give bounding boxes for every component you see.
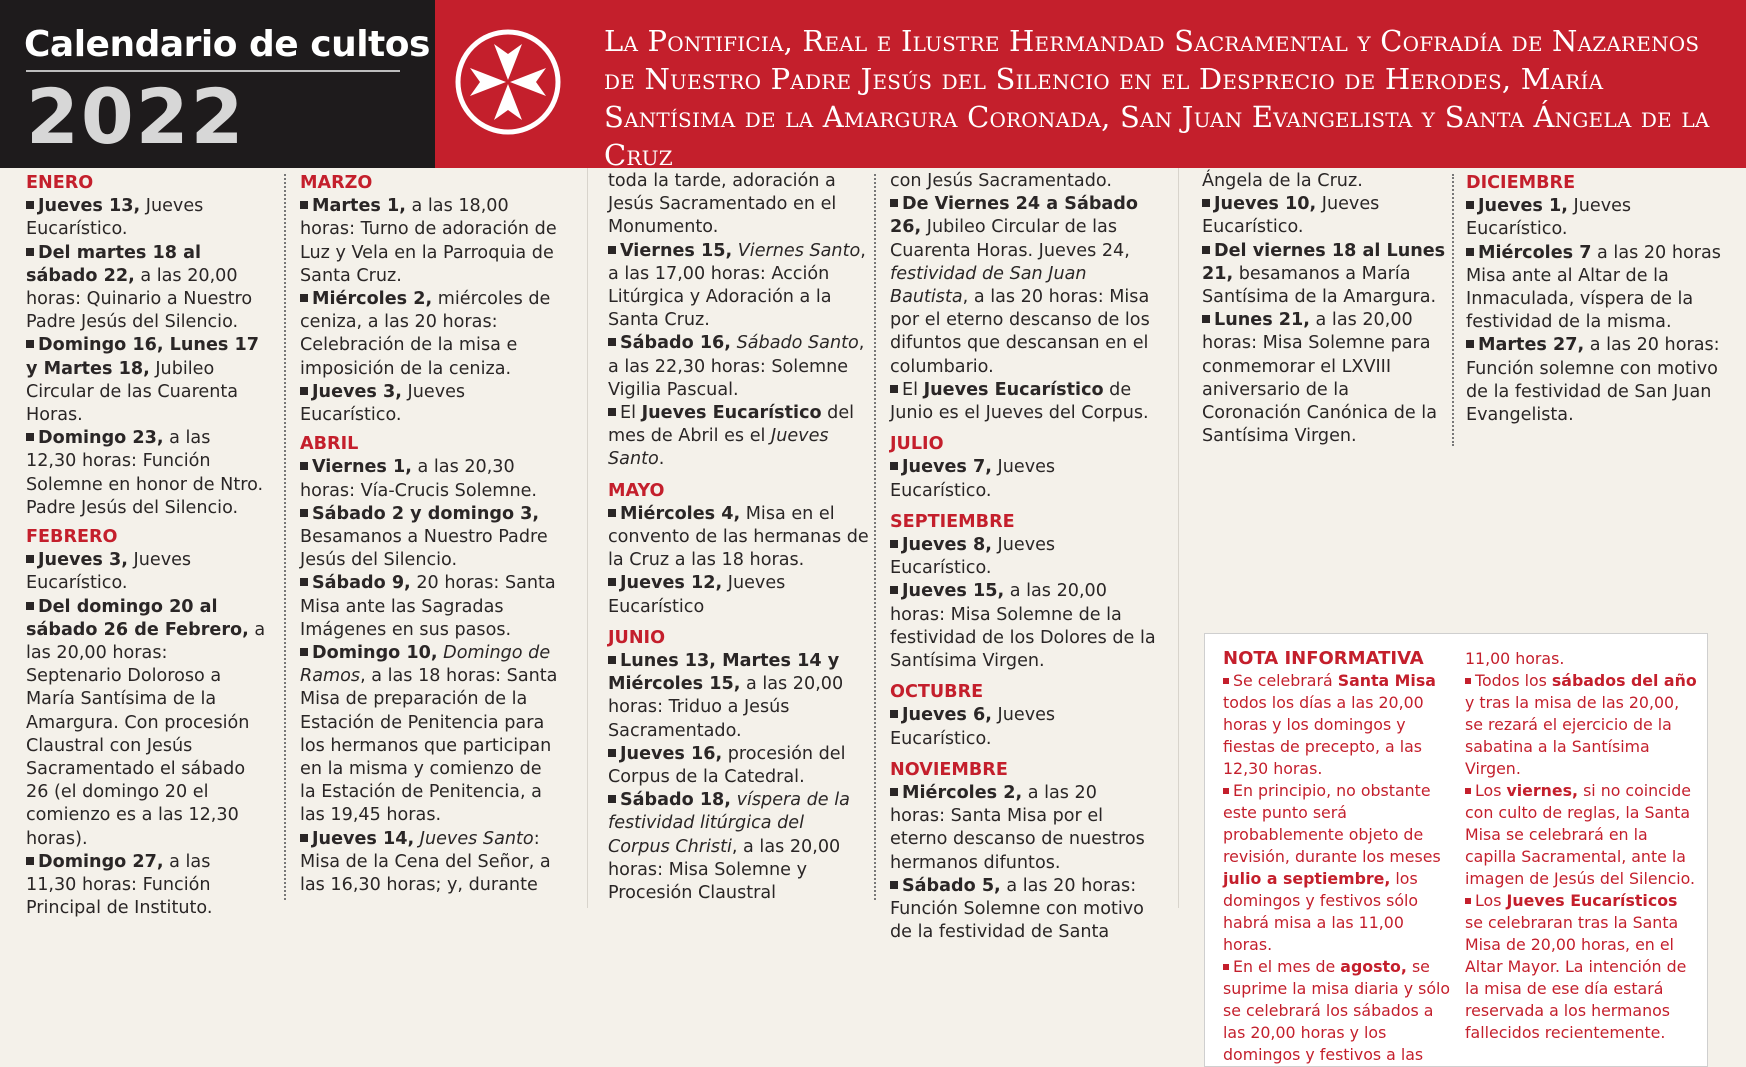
nota-item: Todos los sábados del año y tras la misa de las 20,00, se rezará el ejercicio de la sabatina a la Santísima Virgen. bbox=[1465, 671, 1697, 778]
column-divider bbox=[1452, 174, 1454, 446]
bullet-icon bbox=[26, 433, 34, 441]
column-2 bbox=[300, 172, 562, 897]
nota-item: Se celebrará Santa Misa todos los días a las 20,00 horas y los domingos y fiestas de precepto, a las 12,30 horas. bbox=[1223, 671, 1436, 778]
bullet-icon bbox=[1465, 788, 1471, 794]
bullet-icon bbox=[26, 248, 34, 256]
bullet-icon bbox=[608, 795, 616, 803]
list-item: Lunes 21, a las 20,00 horas: Misa Solemne para conmemorar el LXVIII aniversario de la Coronación Canónica de la Santísima Virgen. bbox=[1202, 310, 1437, 447]
bullet-icon bbox=[1223, 964, 1229, 970]
maltese-cross-icon bbox=[454, 28, 562, 136]
list-item: Sábado 5, a las 20 horas: Función Solemne con motivo de la festividad de Santa bbox=[890, 875, 1144, 943]
bullet-icon bbox=[1223, 788, 1229, 794]
list-item: Sábado 9, 20 horas: Santa Misa ante las Sagradas Imágenes en sus pasos. bbox=[300, 573, 556, 640]
list-item: El Jueves Eucarístico de Junio es el Jueves del Corpus. bbox=[890, 379, 1149, 424]
column-divider bbox=[874, 174, 876, 900]
header bbox=[0, 0, 1746, 172]
list-item: Martes 1, a las 18,00 horas: Turno de adoración de Luz y Vela en la Parroquia de Santa Cruz. bbox=[300, 196, 557, 286]
list-item: Miércoles 4, Misa en el convento de las hermanas de la Cruz a las 18 horas. bbox=[608, 503, 869, 571]
list-item: Sábado 18, víspera de la festividad litúrgica del Corpus Christi, a las 20,00 horas: Misa Solemne y Procesión Claustral bbox=[608, 790, 850, 904]
bullet-icon bbox=[300, 201, 308, 209]
month-heading: SEPTIEMBRE bbox=[890, 511, 1015, 532]
list-item: Jueves 12, Jueves Eucarístico bbox=[608, 573, 786, 617]
bullet-icon bbox=[300, 509, 308, 517]
panel-fold bbox=[587, 168, 588, 908]
bullet-icon bbox=[1465, 898, 1471, 904]
bullet-icon bbox=[608, 749, 616, 757]
list-item: Miércoles 2, miércoles de ceniza, a las 20 horas: Celebración de la misa e imposición de la ceniza. bbox=[300, 289, 551, 379]
list-item: El Jueves Eucarístico del mes de Abril es el Jueves Santo. bbox=[608, 403, 855, 470]
nota-column-left bbox=[1223, 648, 1455, 1066]
list-item: Domingo 10, Domingo de Ramos, a las 18 horas: Santa Misa de preparación de la Estación de Penitencia para los hermanos que participan en la misma y comienzo de la Estación de Penitencia, a las 19,45 horas. bbox=[300, 643, 558, 826]
nota-column-right bbox=[1465, 648, 1699, 1044]
continued-text: 11,00 horas. bbox=[1465, 649, 1565, 668]
list-item: Del martes 18 al sábado 22, a las 20,00 horas: Quinario a Nuestro Padre Jesús del Silencio. bbox=[26, 242, 253, 333]
bullet-icon bbox=[300, 294, 308, 302]
nota-item: En el mes de agosto, se suprime la misa diaria y sólo se celebrará los sábados a las 20,00 horas y los domingos y festivos a las bbox=[1223, 957, 1451, 1064]
bullet-icon bbox=[890, 881, 898, 889]
month-heading: MARZO bbox=[300, 173, 373, 193]
list-item: Miércoles 2, a las 20 horas: Santa Misa por el eterno descanso de nuestros hermanos difuntos. bbox=[890, 783, 1145, 873]
month-heading: JULIO bbox=[890, 434, 944, 455]
bullet-icon bbox=[1223, 678, 1229, 684]
list-item: Sábado 16, Sábado Santo, a las 22,30 horas: Solemne Vigilia Pascual. bbox=[608, 333, 865, 400]
list-item: Jueves 6, Jueves Eucarístico. bbox=[890, 705, 1056, 749]
list-item: Del domingo 20 al sábado 26 de Febrero, a las 20,00 horas: Septenario Doloroso a María Santísima de la Amargura. Con procesión Claustral con Jesús Sacramentado el sábado 26 (el domingo 20 el comienzo es a las 12,30 horas). bbox=[26, 596, 266, 849]
continued-text: toda la tarde, adoración a Jesús Sacramentado en el Monumento. bbox=[608, 171, 837, 238]
list-item: Lunes 13, Martes 14 y Miércoles 15, a las 20,00 horas: Triduo a Jesús Sacramentado. bbox=[608, 651, 844, 741]
column-3 bbox=[608, 170, 870, 905]
bullet-icon bbox=[608, 656, 616, 664]
bullet-icon bbox=[1466, 340, 1474, 348]
bullet-icon bbox=[26, 602, 34, 610]
column-6 bbox=[1466, 172, 1722, 427]
bullet-icon bbox=[300, 834, 308, 842]
list-item: Jueves 3, Jueves Eucarístico. bbox=[26, 550, 192, 594]
bullet-icon bbox=[1466, 248, 1474, 256]
list-item: De Viernes 24 a Sábado 26, Jubileo Circular de las Cuarenta Horas. Jueves 24, festividad de San Juan Bautista, a las 20 horas: Misa por el eterno descanso de los difuntos que descansan en el columbario. bbox=[890, 194, 1150, 377]
list-item: Jueves 15, a las 20,00 horas: Misa Solemne de la festividad de los Dolores de la Santísima Virgen. bbox=[890, 581, 1156, 672]
bullet-icon bbox=[608, 509, 616, 517]
bullet-icon bbox=[890, 710, 898, 718]
bullet-icon bbox=[1202, 246, 1210, 254]
list-item: Sábado 2 y domingo 3, Besamanos a Nuestro Padre Jesús del Silencio. bbox=[300, 503, 548, 571]
bullet-icon bbox=[1202, 199, 1210, 207]
panel-fold bbox=[1178, 168, 1179, 908]
list-item: Jueves 7, Jueves Eucarístico. bbox=[890, 457, 1056, 501]
column-5 bbox=[1202, 170, 1446, 448]
calendar-body bbox=[0, 168, 1746, 1064]
column-divider bbox=[284, 174, 286, 900]
list-item: Jueves 14, Jueves Santo: Misa de la Cena del Señor, a las 16,30 horas; y, durante bbox=[300, 828, 551, 896]
nota-title: NOTA INFORMATIVA bbox=[1223, 648, 1424, 669]
bullet-icon bbox=[300, 578, 308, 586]
bullet-icon bbox=[26, 340, 34, 348]
bullet-icon bbox=[890, 586, 898, 594]
bullet-icon bbox=[1202, 315, 1210, 323]
column-4 bbox=[890, 170, 1156, 945]
column-1 bbox=[26, 172, 266, 921]
month-heading: DICIEMBRE bbox=[1466, 173, 1576, 193]
continued-text: Ángela de la Cruz. bbox=[1202, 171, 1363, 191]
nota-item: En principio, no obstante este punto será probablemente objeto de revisión, durante los meses julio a septiembre, los domingos y festivos sólo habrá misa a las 11,00 horas. bbox=[1223, 781, 1441, 954]
bullet-icon bbox=[608, 578, 616, 586]
bullet-icon bbox=[608, 408, 616, 416]
bullet-icon bbox=[890, 385, 898, 393]
hermandad-name: La Pontificia, Real e Ilustre Hermandad Sacramental y Cofradía de Nazarenos de Nuestro Padre Jesús del Silencio en el Desprecio de Herodes, María Santísima de la Amargura Coronada, San Juan Evangelista y Santa Ángela de la Cruz bbox=[604, 24, 1710, 172]
bullet-icon bbox=[300, 648, 308, 656]
list-item: Del viernes 18 al Lunes 21, besamanos a María Santísima de la Amargura. bbox=[1202, 240, 1446, 308]
calendar-year: 2022 bbox=[26, 72, 246, 161]
bullet-icon bbox=[26, 857, 34, 865]
bullet-icon bbox=[890, 540, 898, 548]
month-heading: ABRIL bbox=[300, 434, 359, 455]
continued-text: con Jesús Sacramentado. bbox=[890, 171, 1112, 191]
list-item: Jueves 10, Jueves Eucarístico. bbox=[1202, 194, 1380, 238]
bullet-icon bbox=[1466, 201, 1474, 209]
list-item: Jueves 16, procesión del Corpus de la Catedral. bbox=[608, 743, 846, 788]
list-item: Domingo 16, Lunes 17 y Martes 18, Jubileo Circular de las Cuarenta Horas. bbox=[26, 335, 259, 426]
bullet-icon bbox=[26, 201, 34, 209]
month-heading: OCTUBRE bbox=[890, 682, 984, 703]
list-item: Domingo 27, a las 11,30 horas: Función Principal de Instituto. bbox=[26, 851, 213, 919]
list-item: Jueves 1, Jueves Eucarístico. bbox=[1466, 196, 1632, 240]
list-item: Domingo 23, a las 12,30 horas: Función Solemne en honor de Ntro. Padre Jesús del Silencio. bbox=[26, 428, 264, 518]
bullet-icon bbox=[26, 555, 34, 563]
list-item: Jueves 8, Jueves Eucarístico. bbox=[890, 535, 1056, 579]
list-item: Viernes 15, Viernes Santo, a las 17,00 horas: Acción Litúrgica y Adoración a la Santa Cruz. bbox=[608, 240, 866, 331]
bullet-icon bbox=[890, 199, 898, 207]
nota-item: Los viernes, si no coincide con culto de reglas, la Santa Misa se celebrará en la capilla Sacramental, ante la imagen de Jesús del Silencio. bbox=[1465, 781, 1696, 888]
list-item: Jueves 13, Jueves Eucarístico. bbox=[26, 196, 204, 240]
bullet-icon bbox=[608, 246, 616, 254]
list-item: Miércoles 7 a las 20 horas Misa ante al Altar de la Inmaculada, víspera de la festividad de la misma. bbox=[1466, 242, 1721, 333]
calendar-title: Calendario de cultos bbox=[24, 24, 430, 65]
nota-item: Los Jueves Eucarísticos se celebraran tras la Santa Misa de 20,00 horas, en el Altar Mayor. La intención de la misa de ese día estará reservada a los hermanos fallecidos recientemente. bbox=[1465, 891, 1687, 1042]
bullet-icon bbox=[890, 788, 898, 796]
list-item: Martes 27, a las 20 horas: Función solemne con motivo de la festividad de San Juan Evangelista. bbox=[1466, 335, 1720, 426]
bullet-icon bbox=[300, 462, 308, 470]
month-heading: MAYO bbox=[608, 480, 665, 501]
bullet-icon bbox=[608, 338, 616, 346]
list-item: Jueves 3, Jueves Eucarístico. bbox=[300, 381, 466, 426]
list-item: Viernes 1, a las 20,30 horas: Vía-Crucis Solemne. bbox=[300, 457, 538, 501]
month-heading: NOVIEMBRE bbox=[890, 759, 1008, 780]
bullet-icon bbox=[1465, 678, 1471, 684]
month-heading: JUNIO bbox=[608, 627, 666, 648]
month-heading: ENERO bbox=[26, 173, 94, 193]
bullet-icon bbox=[890, 462, 898, 470]
bullet-icon bbox=[300, 387, 308, 395]
month-heading: FEBRERO bbox=[26, 527, 118, 548]
nota-informativa-box bbox=[1204, 633, 1708, 1067]
title-panel bbox=[0, 0, 435, 168]
